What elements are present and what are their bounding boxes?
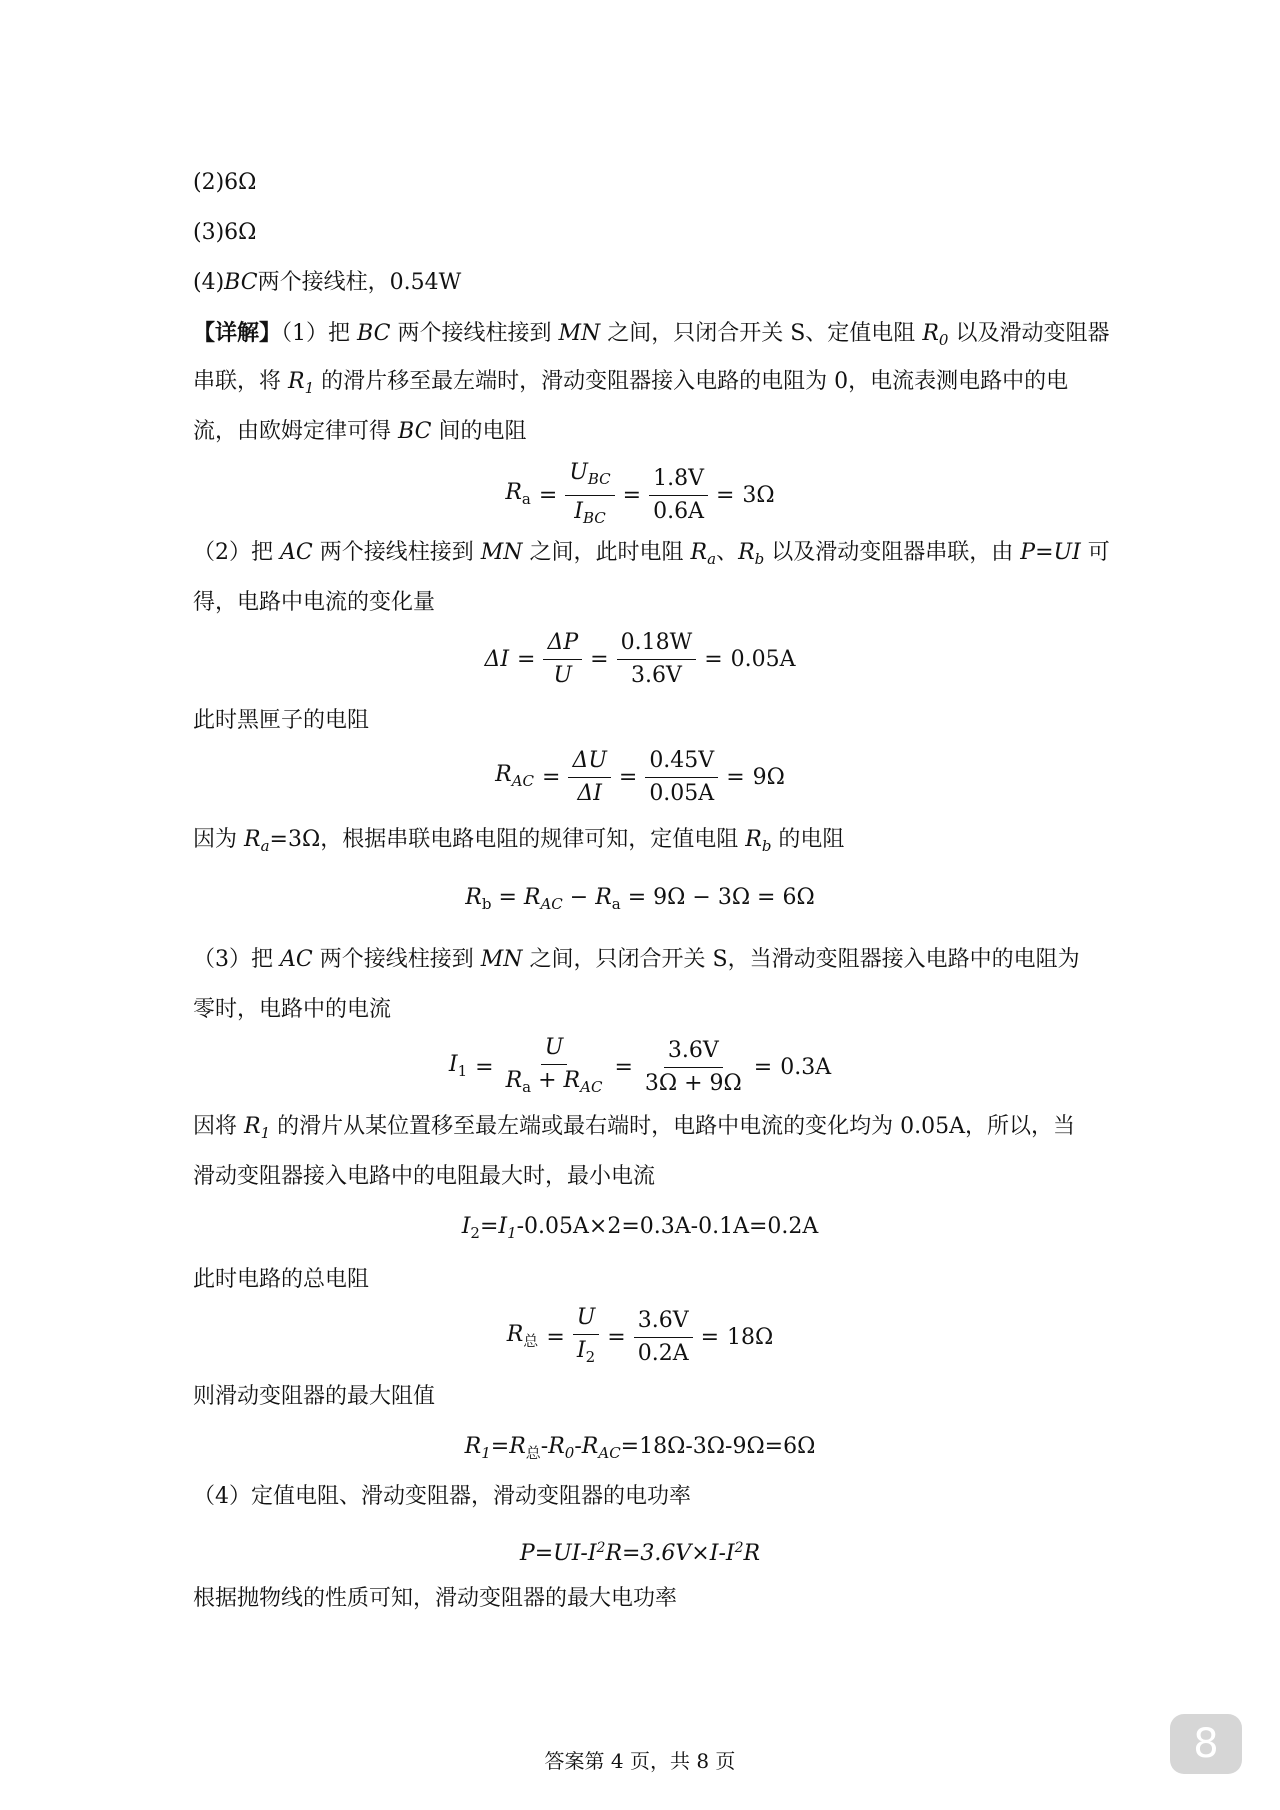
- answer-3: (3)6Ω: [193, 220, 257, 245]
- equation-rac: $R_{AC}$ = $\frac{\Delta U}{\Delta I}$ = $\frac{0.45V}{0.05A}$ = 9Ω: [495, 748, 785, 806]
- detail-line-12: 此时电路的总电阻: [193, 1267, 370, 1292]
- detail-line-11: 滑动变阻器接入电路中的电阻最大时，最小电流: [193, 1164, 656, 1189]
- detail-line-13: 则滑动变阻器的最大阻值: [193, 1384, 436, 1409]
- equation-rtotal: $R_总$ = $\frac{U}{I_2}$ = $\frac{3.6V}{0.2A}$ = 18Ω: [506, 1305, 774, 1366]
- detail-line-8: （3）把 AC 两个接线柱接到 MN 之间，只闭合开关 S，当滑动变阻器接入电路中的电阻为: [193, 947, 1080, 972]
- detail-line-3: 流，由欧姆定律可得 BC 间的电阻: [193, 419, 527, 444]
- equation-i2: $I_2=I_1-0.05A\times 2=0.3A-0.1A=0.2A$: [461, 1214, 819, 1242]
- equation-power: $P=UI-I^2R=3.6V\times I-I^2R$: [519, 1540, 761, 1566]
- equation-r1: $R_1=R_总-R_0-R_{AC}=18\Omega-3\Omega-9\Omega=6\Omega$: [464, 1434, 816, 1462]
- detail-line-15: 根据抛物线的性质可知，滑动变阻器的最大电功率: [193, 1586, 678, 1611]
- detail-line-10: 因将 $R_1$ 的滑片从某位置移至最左端或最右端时，电路中电流的变化均为 0.05A，所以，当: [193, 1114, 1076, 1142]
- equation-rb: $R_b = R_{AC} - R_a = 9\Omega - 3\Omega = 6\Omega$: [465, 885, 815, 913]
- detail-line-2: 串联，将 $R_1$ 的滑片移至最左端时，滑动变阻器接入电路的电阻为 0，电流表测电路中的电: [193, 369, 1069, 397]
- detail-line-7: 因为 $R_a=3\Omega$，根据串联电路电阻的规律可知，定值电阻 $R_b$ 的电阻: [193, 827, 845, 855]
- detail-line-1: 【详解】（1）把 BC 两个接线柱接到 MN 之间，只闭合开关 S、定值电阻 $R_0$ 以及滑动变阻器: [193, 320, 1110, 349]
- answer-2: (2)6Ω: [193, 170, 257, 195]
- detail-line-9: 零时，电路中的电流: [193, 997, 392, 1022]
- detail-label: 【详解】: [193, 320, 282, 346]
- detail-line-4: （2）把 AC 两个接线柱接到 MN 之间，此时电阻 $R_a$、$R_b$ 以及滑动变阻器串联，由 P=UI 可: [193, 540, 1110, 568]
- detail-line-14: （4）定值电阻、滑动变阻器，滑动变阻器的电功率: [193, 1484, 691, 1509]
- detail-line-5: 得，电路中电流的变化量: [193, 590, 436, 615]
- page-number-badge[interactable]: 8: [1170, 1714, 1242, 1774]
- page-footer: 答案第 4 页，共 8 页: [544, 1749, 736, 1773]
- answer-4: (4)BC两个接线柱，0.54W: [193, 270, 462, 295]
- equation-ra: $R_a$ = $\frac{U_{BC}}{I_{BC}}$ = $\frac{1.8V}{0.6A}$ = 3Ω: [505, 460, 775, 527]
- equation-i1: $I_1$ = $\frac{U}{R_a + R_{AC}}$ = $\frac{3.6V}{3\Omega + 9\Omega}$ = 0.3A: [448, 1035, 832, 1096]
- detail-line-6: 此时黑匣子的电阻: [193, 708, 370, 733]
- equation-delta-i: ΔI = $\frac{\Delta P}{U}$ = $\frac{0.18W}{3.6V}$ = 0.05A: [484, 630, 796, 688]
